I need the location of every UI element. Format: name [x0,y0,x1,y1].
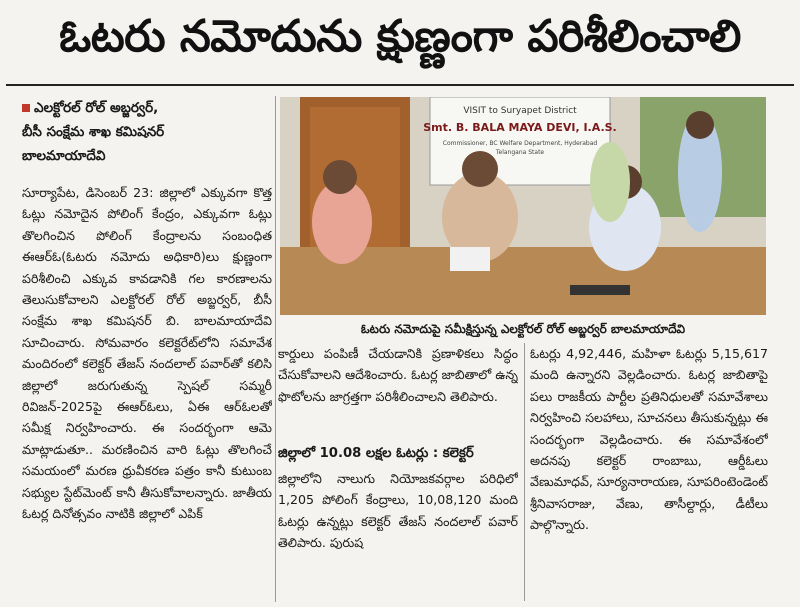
column-2-text: కార్డులు పంపిణీ చేయడానికి ప్రణాళికలు సిద్ధం చేసుకోవాలని ఆదేశించారు. ఓటర్ల జాబితాలో ఉన్న ఫొటోలను జాగ్రత్తగా పరిశీలించాలని తెలిపారు. [278,346,518,404]
banner-line1: VISIT to Suryapet District [463,106,577,116]
column-3-text: ఓటర్లు 4,92,446, మహిళా ఓటర్లు 5,15,617 మంది ఉన్నారని వెల్లడించారు. ఓటర్ల జాబితాపై పలు రాజకీయ పార్టీల ప్రతినిధులతో సమావేశాలు నిర్వహించి సలహాలు, సూచనలు తీసుకున్నట్లు ఈ సందర్భంగా వెల్లడించారు. ఈ సమావేశంలో అదనపు కలెక్టర్ రాంబాబు, ఆర్డీఓలు వేణుమాధవ్, సూర్యనారాయణ, సూపరింటెండెంట్ శ్రీనివాసరాజు, వేణు, తాసీల్దార్లు, డీటీలు పాల్గొన్నారు. [530,346,768,533]
article-column-2 [278,343,518,443]
headline: ఓటరు నమోదును క్షుణ్ణంగా పరిశీలించాలి [59,11,741,62]
news-photo [280,97,766,315]
banner-line3: Commissioner, BC Welfare Department, Hyderabad [442,140,598,147]
banner-line2: Smt. B. BALA MAYA DEVI, I.A.S. [423,121,617,134]
column-2b-text: జిల్లాలోని నాలుగు నియోజకవర్గాల పరిధిలో 1,205 పోలింగ్ కేంద్రాలు, 10,08,120 మంది ఓటర్లు ఉన్నట్లు కలెక్టర్ తేజస్ నందలాల్ పవార్ తెలిపారు. పురుష [278,471,518,551]
article-column-2b [278,468,518,594]
banner-line4: Telangana State [495,149,545,156]
column-divider [275,96,276,602]
article-column-1 [22,182,272,592]
column-1-text: సూర్యాపేట, డిసెంబర్ 23: జిల్లాలో ఎక్కువగా కొత్త ఓట్లు నమోదైన పోలింగ్ కేంద్రం, ఎక్కువగా ఓట్లు తొలగించిన పోలింగ్ కేంద్రాలను సంబంధిత ఈఆర్ఓ(ఓటరు నమోదు అధికారి)లు క్షుణ్ణంగా పరిశీలించి ఎక్కువ కావడానికి గల కారణాలను తెలుసుకోవాలని ఎలక్టోరల్ రోల్ అబ్జర్వర్, బీసీ సంక్షేమ శాఖ కమిషనర్ బి. బాలమాయాదేవి సూచించారు. సోమవారం కలెక్టరేట్‌లోని సమావేశ మందిరంలో కలెక్టర్ తేజస్ నందలాల్ పవార్‌తో కలిసి జిల్లాలో జరుగుతున్న స్పెషల్ సమ్మరీ రివిజన్-2025పై ఈఆర్ఓలు, ఏఈ ఆర్ఓలతో సమీక్ష నిర్వహించారు. ఈ సందర్భంగా ఆమె మాట్లాడుతూ.. మరణించిన వారి ఓట్లు తొలగించే సమయంలో మరణ ధ్రువీకరణ పత్రం కానీ కుటుంబ సభ్యుల స్టేట్‌మెంట్ కానీ తీసుకోవాలన్నారు. జాతీయ ఓటర్ల దినోత్సవం నాటికి జిల్లాలో ఎపిక్ [22,185,272,522]
subheading: జిల్లాలో 10.08 లక్షల ఓటర్లు : కలెక్టర్ [278,446,474,461]
column-divider-2 [524,343,525,601]
headline-rule [6,84,794,86]
byline [22,96,272,168]
bullet-icon [22,104,30,112]
photo-caption: ఓటరు నమోదుపై సమీక్షిస్తున్న ఎలక్టోరల్ రోల్ అబ్జర్వర్ బాలమాయాదేవి [280,318,766,340]
byline-line1: ఎలక్టోరల్ రోల్ అబ్జర్వర్, [34,100,159,116]
article-column-3 [530,343,768,601]
byline-line2: బీసీ సంక్షేమ శాఖ కమిషనర్ [22,124,165,140]
byline-line3: బాలమాయాదేవి [22,148,106,164]
